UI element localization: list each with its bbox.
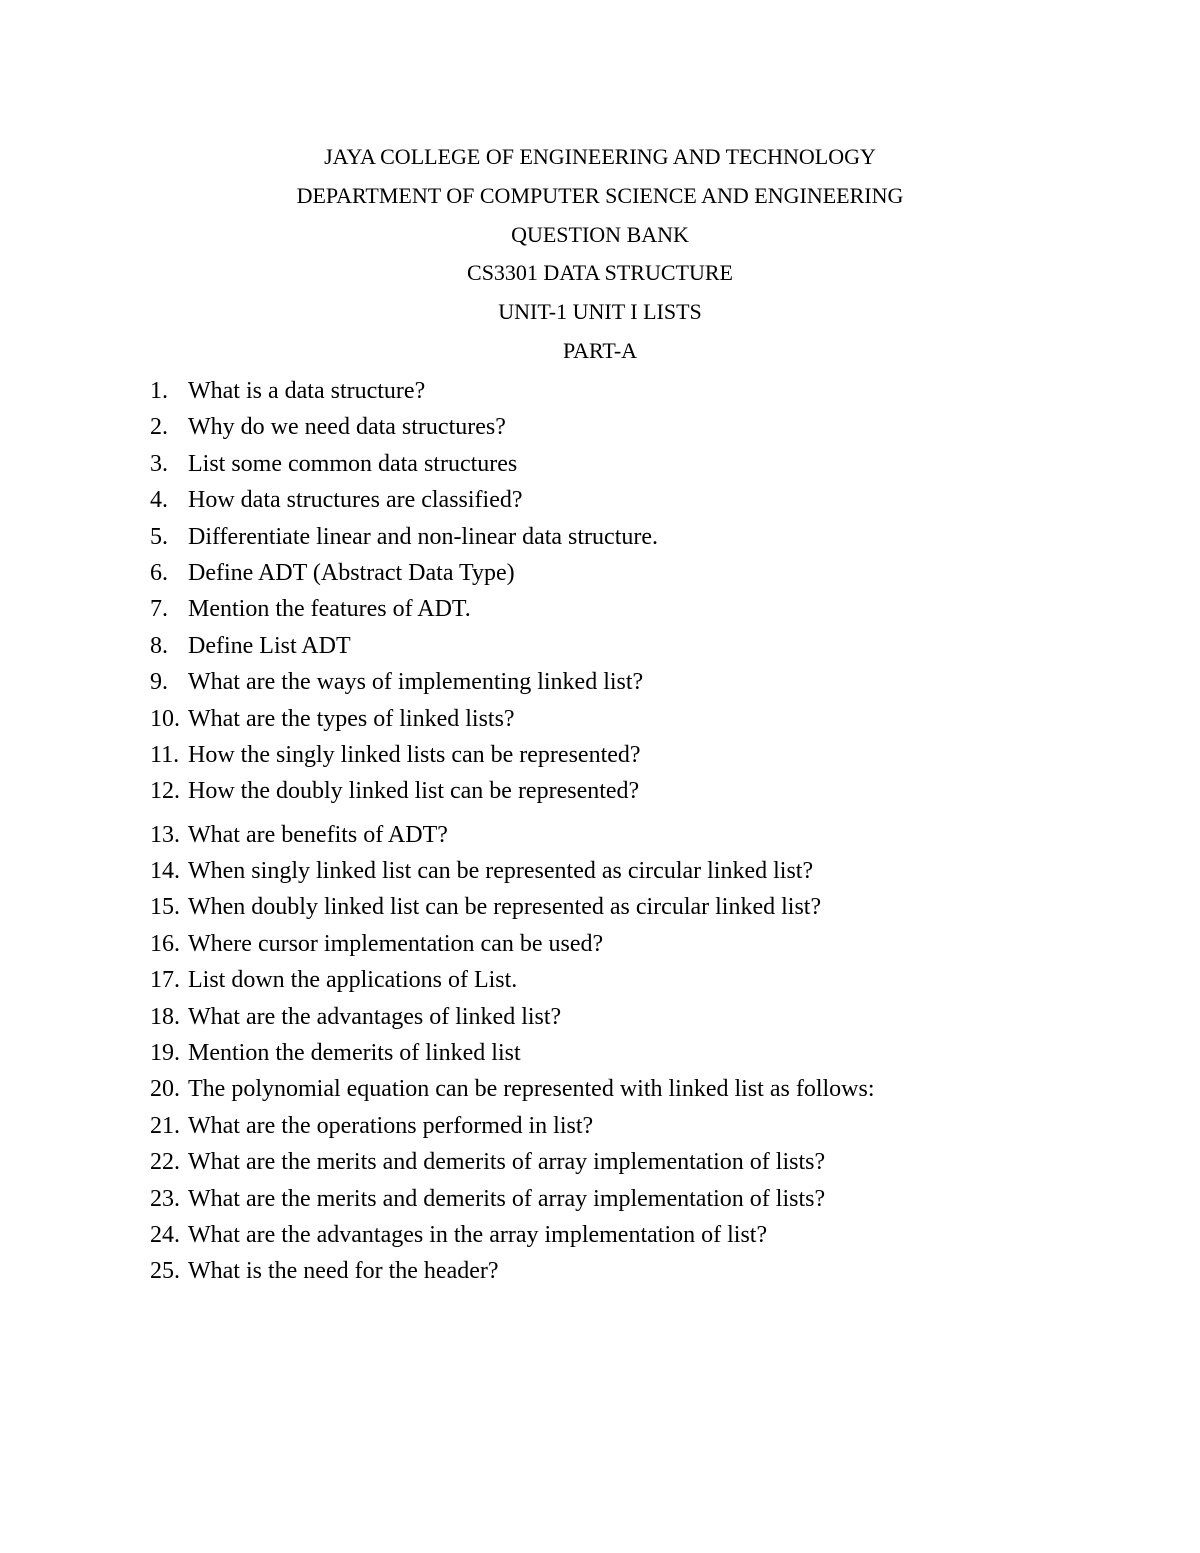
- question-number: 3.: [150, 450, 168, 477]
- question-text: What are the operations performed in list?: [188, 1112, 594, 1139]
- question-text: When singly linked list can be represented as circular linked list?: [188, 858, 814, 885]
- question-text: What is a data structure?: [188, 378, 426, 404]
- question-number: 12.: [150, 778, 180, 805]
- question-text: Why do we need data structures?: [188, 414, 506, 441]
- question-item: [150, 926, 1050, 962]
- document-header: [0, 138, 1200, 371]
- question-item: [150, 1035, 1050, 1071]
- question-item: [150, 773, 1050, 809]
- question-item: [150, 482, 1050, 518]
- question-text: What are benefits of ADT?: [188, 821, 448, 848]
- question-text: When doubly linked list can be represented as circular linked list?: [188, 894, 822, 921]
- question-text: What is the need for the header?: [188, 1258, 499, 1285]
- question-item: [150, 591, 1050, 627]
- question-text: How the singly linked lists can be represented?: [188, 741, 641, 768]
- question-number: 25.: [150, 1258, 180, 1285]
- document-type: QUESTION BANK: [511, 221, 689, 247]
- question-text: What are the merits and demerits of array implementation of lists?: [188, 1185, 826, 1212]
- question-text: Differentiate linear and non-linear data structure.: [188, 523, 659, 550]
- question-text: The polynomial equation can be represented with linked list as follows:: [188, 1076, 875, 1103]
- question-text: What are the merits and demerits of array implementation of lists?: [188, 1149, 826, 1176]
- question-number: 2.: [150, 414, 168, 441]
- question-item: [150, 1181, 1050, 1217]
- question-number: 4.: [150, 487, 168, 514]
- question-item: [150, 555, 1050, 591]
- question-item: [150, 1253, 1050, 1289]
- question-number: 23.: [150, 1185, 180, 1212]
- question-number: 5.: [150, 523, 168, 550]
- question-item: [150, 853, 1050, 889]
- question-item: [150, 962, 1050, 998]
- question-number: 10.: [150, 705, 180, 732]
- question-number: 13.: [150, 821, 180, 848]
- question-number: 17.: [150, 967, 180, 994]
- question-text: Mention the features of ADT.: [188, 596, 471, 623]
- question-item: [150, 889, 1050, 925]
- question-number: 18.: [150, 1003, 180, 1030]
- question-number: 15.: [150, 894, 180, 921]
- part-title: PART-A: [562, 337, 638, 363]
- question-item: [150, 373, 1050, 409]
- question-item: [150, 701, 1050, 737]
- question-number: 9.: [150, 669, 168, 696]
- question-item: [150, 1217, 1050, 1253]
- department-name: DEPARTMENT OF COMPUTER SCIENCE AND ENGINEERING: [296, 182, 904, 208]
- college-name: JAYA COLLEGE OF ENGINEERING AND TECHNOLOGY: [324, 144, 876, 169]
- question-number: 11.: [150, 741, 180, 768]
- question-text: List some common data structures: [188, 450, 518, 477]
- question-number: 14.: [150, 858, 180, 885]
- question-item: [150, 817, 1050, 853]
- question-text: Define List ADT: [188, 632, 351, 659]
- question-number: 7.: [150, 596, 168, 623]
- question-number: 6.: [150, 559, 168, 586]
- question-text: List down the applications of List.: [188, 967, 518, 994]
- question-text: How the doubly linked list can be represented?: [188, 778, 640, 805]
- question-number: 21.: [150, 1112, 180, 1139]
- question-text: Define ADT (Abstract Data Type): [188, 559, 515, 586]
- question-item: [150, 519, 1050, 555]
- question-number: 22.: [150, 1149, 180, 1176]
- question-item: [150, 1071, 1050, 1107]
- question-item: [150, 737, 1050, 773]
- question-item: [150, 409, 1050, 445]
- unit-title: UNIT-1 UNIT I LISTS: [498, 299, 702, 325]
- question-text: Mention the demerits of linked list: [188, 1040, 521, 1067]
- course-title: CS3301 DATA STRUCTURE: [467, 260, 733, 286]
- question-number: 24.: [150, 1221, 180, 1248]
- question-text: What are the advantages in the array implementation of list?: [188, 1221, 768, 1248]
- question-number: 8.: [150, 632, 168, 659]
- question-text: How data structures are classified?: [188, 487, 523, 514]
- question-text: What are the advantages of linked list?: [188, 1003, 562, 1030]
- question-number: 19.: [150, 1040, 180, 1067]
- question-list: [150, 373, 1050, 1290]
- question-number: 1.: [150, 378, 168, 404]
- question-item: [150, 664, 1050, 700]
- question-item: [150, 999, 1050, 1035]
- question-number: 16.: [150, 930, 180, 957]
- question-item: [150, 1144, 1050, 1180]
- question-number: 20.: [150, 1076, 180, 1103]
- question-item: [150, 628, 1050, 664]
- question-text: Where cursor implementation can be used?: [188, 930, 604, 957]
- question-text: What are the types of linked lists?: [188, 705, 515, 732]
- question-item: [150, 1108, 1050, 1144]
- question-text: What are the ways of implementing linked list?: [188, 669, 644, 696]
- question-item: [150, 446, 1050, 482]
